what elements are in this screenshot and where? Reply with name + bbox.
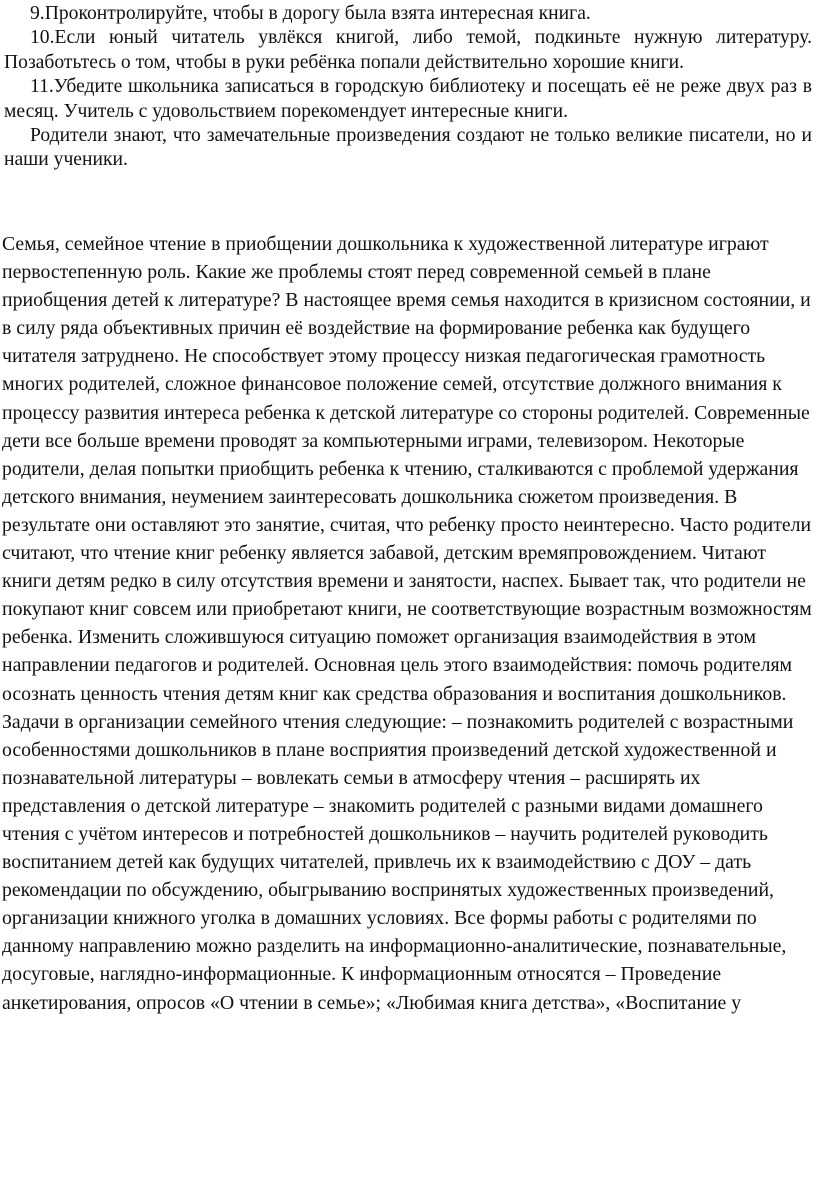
recommendation-10: 10.Если юный читатель увлёкся книгой, либо темой, подкиньте нужную литературу. Позаботьтесь о том, чтобы в руки ребёнка попали действительно хорошие книги.: [4, 27, 812, 73]
closing-paragraph: Родители знают, что замечательные произведения создают не только великие писатели, но и наши ученики.: [4, 125, 812, 171]
recommendations-list: [0, 0, 816, 173]
recommendation-9: 9.Проконтролируйте, чтобы в дорогу была взята интересная книга.: [30, 3, 591, 24]
recommendation-11: 11.Убедите школьника записаться в городскую библиотеку и посещать её не реже двух раз в месяц. Учитель с удовольствием порекомендует интересные книги.: [4, 76, 812, 122]
main-text-block: [0, 230, 816, 1017]
main-paragraph: Семья, семейное чтение в приобщении дошкольника к художественной литературе играют первостепенную роль. Какие же проблемы стоят перед современной семьей в плане приобщения детей к литературе? В настоящее время семья находится в кризисном состоянии, и в силу ряда объективных причин её воздействие на формирование ребенка как будущего читателя затруднено. Не способствует этому процессу низкая педагогическая грамотность многих родителей, сложное финансовое положение семей, отсутствие должного внимания к процессу развития интереса ребенка к детской литературе со стороны родителей. Современные дети все больше времени проводят за компьютерными играми, телевизором. Некоторые родители, делая попытки приобщить ребенка к чтению, сталкиваются с проблемой удержания детского внимания, неумением заинтересовать дошкольника сюжетом произведения. В результате они оставляют это занятие, считая, что ребенку просто неинтересно. Часто родители считают, что чтение книг ребенку является забавой, детским времяпровождением. Читают книги детям редко в силу отсутствия времени и занятости, наспех. Бывает так, что родители не покупают книг совсем или приобретают книги, не соответствующие возрастным возможностям ребенка. Изменить сложившуюся ситуацию поможет организация взаимодействия в этом направлении педагогов и родителей. Основная цель этого взаимодействия: помочь родителям осознать ценность чтения детям книг как средства образования и воспитания дошкольников. Задачи в организации семейного чтения следующие: – познакомить родителей с возрастными особенностями дошкольников в плане восприятия произведений детской художественной и познавательной литературы – вовлекать семьи в атмосферу чтения – расширять их представления о детской литературе – знакомить родителей с разными видами домашнего чтения с учётом интересов и потребностей дошкольников – научить родителей руководить воспитанием детей как будущих читателей, привлечь их к взаимодействию с ДОУ – дать рекомендации по обсуждению, обыгрыванию воспринятых художественных произведений, организации книжного уголка в домашних условиях. Все формы работы с родителями по данному направлению можно разделить на информационно-аналитические, познавательные, досуговые, наглядно-информационные. К информационным относятся – Проведение анкетирования, опросов «О чтении в семье»; «Любимая книга детства», «Воспитание у: [2, 233, 812, 1014]
